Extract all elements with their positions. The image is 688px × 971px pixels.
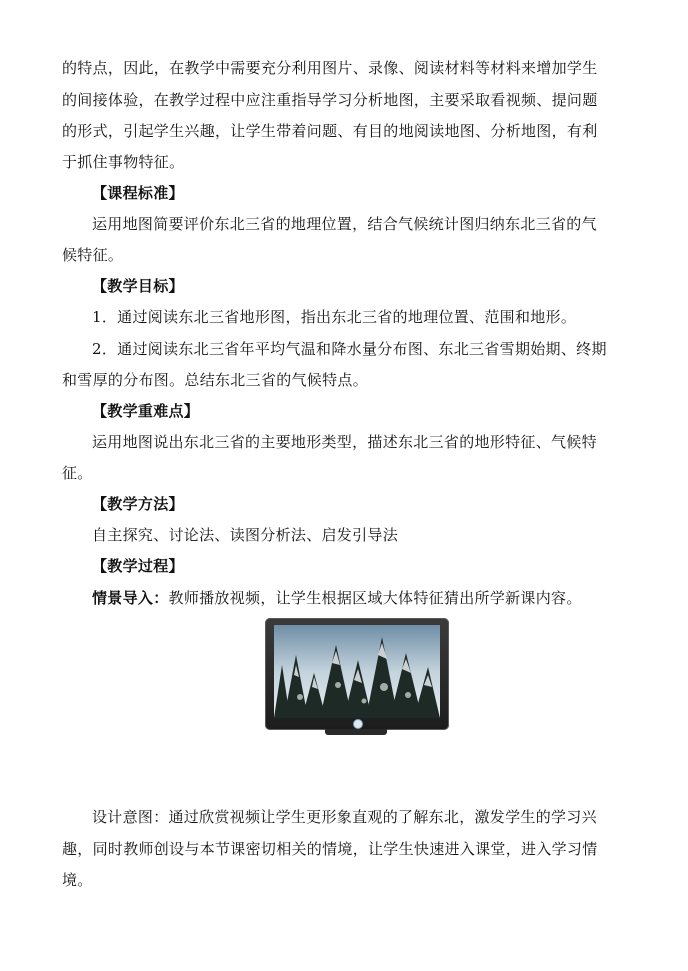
design-line-1: 设计意图：通过欣赏视频让学生更形象直观的了解东北，激发学生的学习兴 — [92, 808, 597, 826]
design-line-3: 境。 — [62, 871, 93, 889]
methods-text: 自主探究、讨论法、读图分析法、启发引导法 — [92, 526, 399, 544]
process-intro-text: 教师播放视频，让学生根据区域大体特征猜出所学新课内容。 — [168, 589, 582, 607]
design-line-2: 趣，同时教师创设与本节课密切相关的情境，让学生快速进入课堂，进入学习情 — [62, 840, 598, 858]
curriculum-heading: 【课程标准】 — [92, 184, 184, 202]
snowy-forest-image — [274, 625, 440, 718]
intro-line-3: 的形式，引起学生兴趣，让学生带着问题、有目的地阅读地图、分析地图，有利 — [62, 122, 598, 140]
objective-item-1: 1．通过阅读东北三省地形图，指出东北三省的地理位置、范围和地形。 — [92, 308, 577, 326]
process-intro — [92, 588, 632, 608]
video-monitor[interactable] — [265, 618, 449, 730]
objective-item-2-line-1: 2．通过阅读东北三省年平均气温和降水量分布图、东北三省雪期始期、终期 — [92, 340, 607, 358]
key-points-heading: 【教学重难点】 — [92, 402, 200, 420]
objective-item-2-line-2: 和雪厚的分布图。总结东北三省的气候特点。 — [62, 371, 369, 389]
video-screen[interactable] — [274, 625, 440, 718]
curriculum-line-2: 候特征。 — [62, 246, 124, 264]
objectives-heading: 【教学目标】 — [92, 277, 184, 295]
methods-heading: 【教学方法】 — [92, 495, 184, 513]
key-points-line-1: 运用地图说出东北三省的主要地形类型，描述东北三省的地形特征、气候特 — [92, 433, 597, 451]
process-intro-label: 情景导入： — [92, 589, 169, 607]
process-heading: 【教学过程】 — [92, 557, 184, 575]
monitor-stand — [325, 729, 387, 735]
power-button-icon[interactable] — [353, 719, 363, 729]
intro-line-1: 的特点，因此，在教学中需要充分利用图片、录像、阅读材料等材料来增加学生 — [62, 59, 598, 77]
curriculum-line-1: 运用地图简要评价东北三省的地理位置，结合气候统计图归纳东北三省的气 — [92, 215, 597, 233]
key-points-line-2: 征。 — [62, 464, 93, 482]
intro-line-4: 于抓住事物特征。 — [62, 153, 185, 171]
intro-line-2: 的间接体验，在教学过程中应注重指导学习分析地图，主要采取看视频、提问题 — [62, 91, 598, 109]
